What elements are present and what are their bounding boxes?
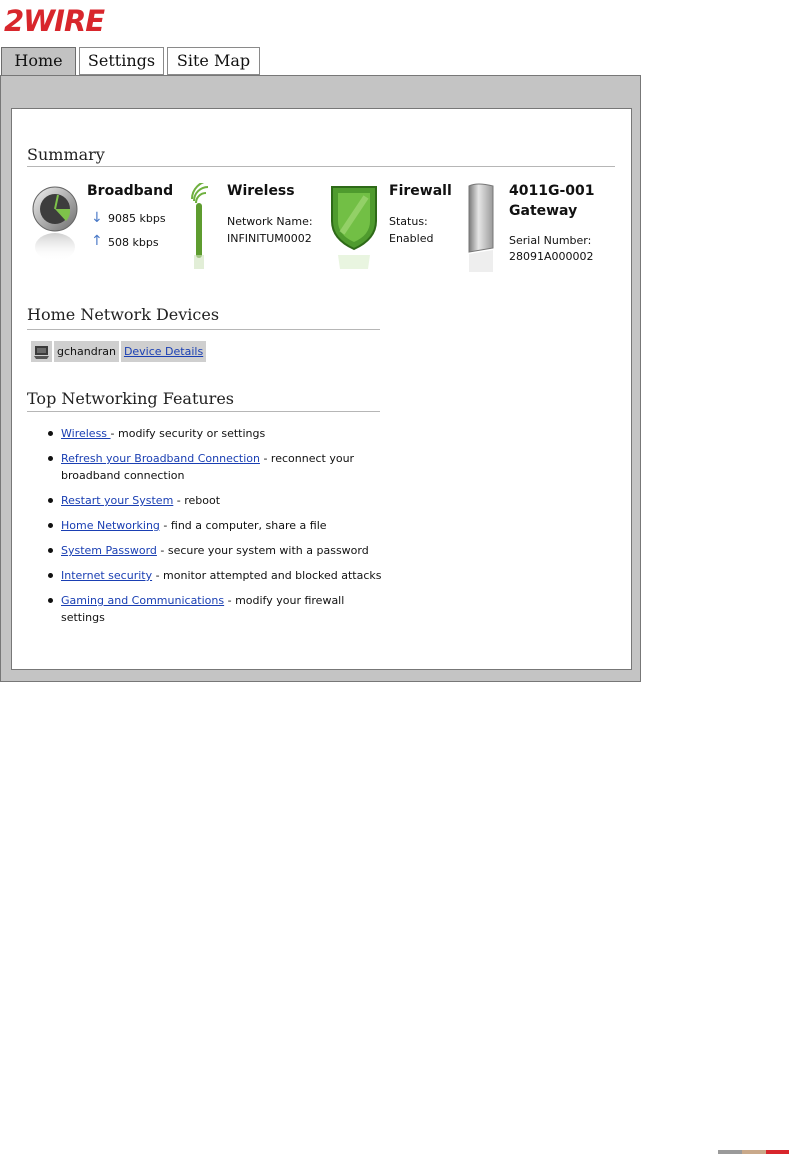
feature-link-internet-security[interactable]: Internet security: [61, 569, 153, 582]
network-name-value: INFINITUM0002: [227, 232, 312, 245]
list-item: System Password - secure your system with a password: [48, 542, 388, 559]
upload-speed: 508 kbps: [108, 236, 159, 249]
firewall-status-value: Enabled: [389, 232, 434, 245]
list-item: Gaming and Communications - modify your firewall settings: [48, 592, 388, 626]
feature-link-gaming-communications[interactable]: Gaming and Communications: [61, 594, 225, 607]
list-item: Refresh your Broadband Connection - reconnect your broadband connection: [48, 450, 388, 484]
gateway-model: 4011G-001: [509, 183, 595, 199]
computer-icon: [31, 341, 52, 362]
list-item: Restart your System - reboot: [48, 492, 388, 509]
list-item: Wireless - modify security or settings: [48, 425, 388, 442]
footer-strip-red: [766, 1150, 789, 1154]
tab-site-map[interactable]: Site Map: [167, 47, 260, 75]
list-item: Home Networking - find a computer, share a file: [48, 517, 388, 534]
list-item: Internet security - monitor attempted and blocked attacks: [48, 567, 388, 584]
firewall-title: Firewall: [389, 183, 452, 199]
feature-link-wireless[interactable]: Wireless: [61, 427, 111, 440]
features-list: [48, 425, 388, 626]
footer-strip-tan: [742, 1150, 766, 1154]
device-details-link[interactable]: Device Details: [121, 341, 206, 362]
wireless-title: Wireless: [227, 183, 295, 199]
device-name: gchandran: [54, 341, 119, 362]
download-arrow-icon: ↓: [91, 210, 103, 226]
tab-home[interactable]: Home: [1, 47, 76, 77]
tab-settings[interactable]: Settings: [79, 47, 164, 75]
serial-number-label: Serial Number:: [509, 234, 592, 247]
broadband-gauge-icon: [31, 183, 79, 273]
features-title: Top Networking Features: [27, 389, 235, 408]
feature-link-system-password[interactable]: System Password: [61, 544, 157, 557]
firewall-shield-icon: [328, 183, 380, 273]
feature-link-refresh-broadband[interactable]: Refresh your Broadband Connection: [61, 452, 260, 465]
features-divider: [27, 411, 380, 412]
brand-logo: [2, 4, 132, 36]
summary-title: Summary: [27, 145, 105, 164]
summary-divider: [27, 166, 615, 167]
firewall-status-label: Status:: [389, 215, 428, 228]
device-row: [31, 341, 206, 362]
footer-strip-gray: [718, 1150, 742, 1154]
network-name-label: Network Name:: [227, 215, 313, 228]
serial-number-value: 28091A000002: [509, 250, 594, 263]
devices-title: Home Network Devices: [27, 305, 220, 324]
upload-arrow-icon: ↑: [91, 233, 103, 249]
svg-text:2WIRE: 2WIRE: [4, 4, 105, 36]
feature-link-home-networking[interactable]: Home Networking: [61, 519, 160, 532]
gateway-device-icon: [463, 182, 499, 274]
devices-divider: [27, 329, 380, 330]
gateway-title: Gateway: [509, 203, 578, 219]
broadband-title: Broadband: [87, 183, 174, 199]
feature-link-restart-system[interactable]: Restart your System: [61, 494, 174, 507]
wireless-antenna-icon: [186, 183, 218, 273]
download-speed: 9085 kbps: [108, 212, 166, 225]
